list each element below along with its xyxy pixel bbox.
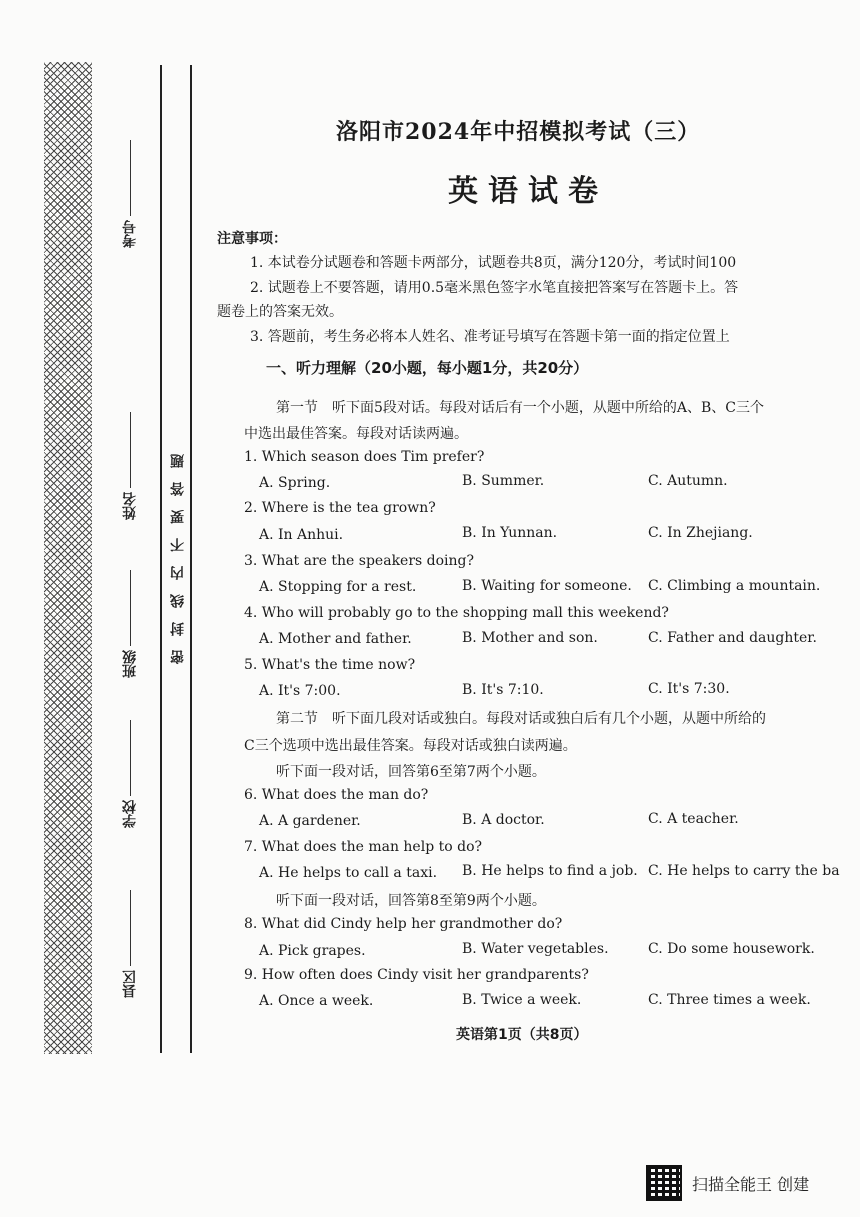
- binding-line-inner: [190, 65, 192, 1053]
- page-number: 英语第1页（共8页）: [456, 1027, 588, 1043]
- q2-option-b: B. In Yunnan.: [462, 525, 558, 541]
- exam-no-label: 考号: [122, 220, 138, 248]
- question-6: 6. What does the man do?: [244, 787, 429, 803]
- question-3: 3. What are the speakers doing?: [244, 553, 475, 569]
- instruction-q8-q9: 听下面一段对话，回答第8至第9两个小题。: [276, 893, 546, 909]
- class-field[interactable]: [120, 570, 140, 678]
- section1-instruction-line2: 中选出最佳答案。每段对话读两遍。: [244, 426, 468, 442]
- q6-option-c: C. A teacher.: [648, 811, 739, 827]
- section2-instruction-line1: 第二节 听下面几段对话或独白。每段对话或独白后有几个小题，从题中所给的: [276, 711, 766, 727]
- instruction-q6-q7: 听下面一段对话，回答第6至第7两个小题。: [276, 764, 546, 780]
- q7-option-b: B. He helps to find a job.: [462, 863, 638, 879]
- q3-option-b: B. Waiting for someone.: [462, 578, 632, 594]
- school-label: 学校: [122, 800, 138, 828]
- q7-option-c: C. He helps to carry the ba: [648, 863, 840, 879]
- part1-heading: 一、听力理解（20小题，每小题1分，共20分）: [266, 359, 589, 377]
- question-5: 5. What's the time now?: [244, 657, 416, 673]
- q6-option-b: B. A doctor.: [462, 812, 545, 828]
- subject-title: 英语试卷: [448, 174, 608, 209]
- q4-option-b: B. Mother and son.: [462, 630, 598, 646]
- q8-option-c: C. Do some housework.: [648, 941, 815, 957]
- q1-option-b: B. Summer.: [462, 473, 545, 489]
- q3-option-a: A. Stopping for a rest.: [259, 579, 417, 595]
- q5-option-a: A. It's 7:00.: [259, 683, 341, 699]
- question-1: 1. Which season does Tim prefer?: [244, 449, 485, 465]
- name-label: 姓名: [122, 492, 138, 520]
- q1-option-c: C. Autumn.: [648, 473, 728, 489]
- exam-title: 洛阳市2024年中招模拟考试（三）: [336, 119, 701, 145]
- question-7: 7. What does the man help to do?: [244, 839, 483, 855]
- class-label: 班级: [122, 650, 138, 678]
- county-label: 县区: [122, 970, 138, 998]
- notice-item-2-cont: 题卷上的答案无效。: [217, 304, 343, 320]
- q7-option-a: A. He helps to call a taxi.: [259, 865, 438, 881]
- notice-item-3: 3. 答题前，考生务必将本人姓名、准考证号填写在答题卡第一面的指定位置上: [250, 329, 730, 345]
- question-8: 8. What did Cindy help her grandmother do?: [244, 916, 563, 932]
- binding-line-outer: [160, 65, 162, 1053]
- q3-option-c: C. Climbing a mountain.: [648, 578, 821, 594]
- school-field[interactable]: [120, 720, 140, 828]
- notice-heading: 注意事项：: [217, 231, 287, 247]
- q8-option-a: A. Pick grapes.: [259, 943, 366, 959]
- seal-notice: 密封线内不要答题: [170, 440, 186, 664]
- q2-option-c: C. In Zhejiang.: [648, 525, 753, 541]
- name-field[interactable]: [120, 412, 140, 520]
- q5-option-b: B. It's 7:10.: [462, 682, 544, 698]
- scanner-watermark: 扫描全能王 创建: [692, 1175, 810, 1194]
- binding-hatch-pattern: [44, 62, 92, 1054]
- notice-item-1: 1. 本试卷分试题卷和答题卡两部分，试题卷共8页，满分120分，考试时间100: [250, 255, 737, 271]
- q6-option-a: A. A gardener.: [259, 813, 361, 829]
- q8-option-b: B. Water vegetables.: [462, 941, 609, 957]
- q9-option-b: B. Twice a week.: [462, 992, 582, 1008]
- q4-option-a: A. Mother and father.: [259, 631, 412, 647]
- q2-option-a: A. In Anhui.: [259, 527, 344, 543]
- question-4: 4. Who will probably go to the shopping mall this weekend?: [244, 605, 669, 621]
- q1-option-a: A. Spring.: [259, 475, 331, 491]
- q5-option-c: C. It's 7:30.: [648, 681, 730, 697]
- qr-code-icon: [646, 1165, 682, 1201]
- q9-option-a: A. Once a week.: [259, 993, 374, 1009]
- section2-instruction-line2: C三个选项中选出最佳答案。每段对话或独白读两遍。: [244, 738, 577, 754]
- section1-instruction-line1: 第一节 听下面5段对话。每段对话后有一个小题，从题中所给的A、B、C三个: [276, 400, 765, 416]
- q9-option-c: C. Three times a week.: [648, 992, 811, 1008]
- question-2: 2. Where is the tea grown?: [244, 500, 436, 516]
- question-9: 9. How often does Cindy visit her grandparents?: [244, 967, 589, 983]
- notice-item-2: 2. 试题卷上不要答题，请用0.5毫米黑色签字水笔直接把答案写在答题卡上。答: [250, 280, 739, 296]
- exam-no-field[interactable]: [120, 140, 140, 248]
- county-field[interactable]: [120, 890, 140, 998]
- q4-option-c: C. Father and daughter.: [648, 630, 817, 646]
